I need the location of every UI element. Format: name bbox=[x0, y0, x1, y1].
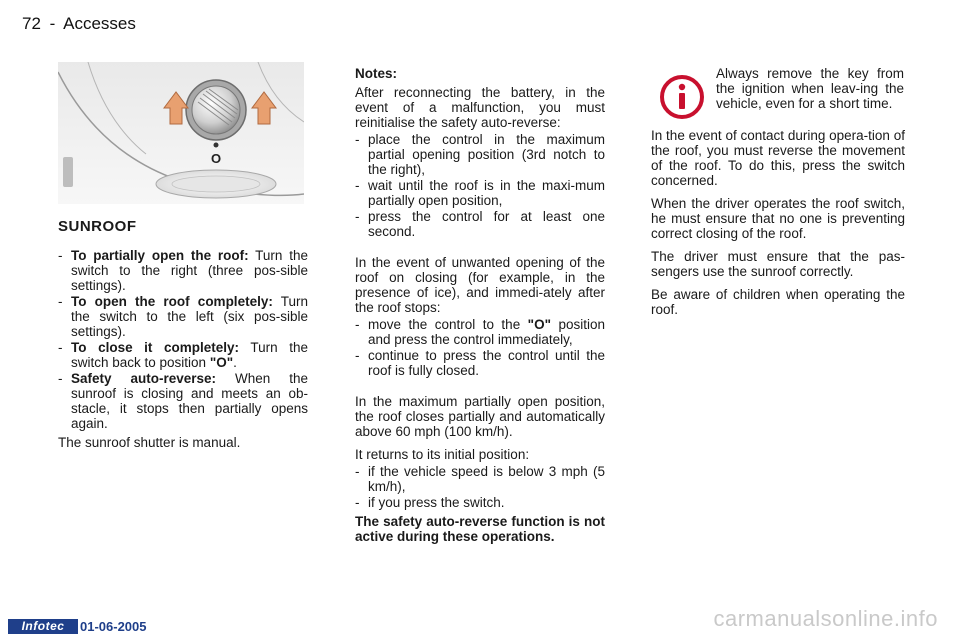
warning-box bbox=[653, 66, 905, 126]
section-title: SUNROOF bbox=[58, 218, 137, 235]
closing-text: The sunroof shutter is manual. bbox=[58, 435, 241, 450]
return-conditions bbox=[355, 464, 605, 510]
list-item: - To close it completely: Turn the switch back to position "O". bbox=[58, 340, 308, 370]
paragraph: After reconnecting the battery, in the event of a malfunction, you must reinitialise the safety auto-reverse: bbox=[355, 85, 605, 130]
paragraph: Be aware of children when operating the roof. bbox=[651, 287, 905, 317]
paragraph: The driver must ensure that the pas-sengers use the sunroof correctly. bbox=[651, 249, 905, 279]
infotec-logo: Infotec bbox=[8, 619, 78, 634]
footer-date: 01-06-2005 bbox=[80, 619, 147, 634]
list-item: - press the control for at least one second. bbox=[355, 209, 605, 239]
safety-section bbox=[651, 128, 905, 325]
position-o-label: O bbox=[210, 151, 222, 166]
paragraph: When the driver operates the roof switch, he must ensure that no one is preventing correct closing of the roof. bbox=[651, 196, 905, 241]
paragraph: In the event of unwanted opening of the roof on closing (for example, in the presence of ice), and immedi-ately after the roof stops: bbox=[355, 255, 605, 315]
page-number: 72 bbox=[22, 14, 41, 33]
list-item: - if you press the switch. bbox=[355, 495, 605, 510]
list-item: - To open the roof completely: Turn the switch to the left (six pos-sible settings). bbox=[58, 294, 308, 339]
sunroof-section bbox=[58, 219, 308, 458]
list-item: - Safety auto-reverse: When the sunroof is closing and meets an ob-stacle, it stops then partially opens again. bbox=[58, 371, 308, 431]
notes-title: Notes: bbox=[355, 66, 398, 81]
sunroof-switch-illustration bbox=[58, 62, 304, 204]
list-item: - place the control in the maximum partial opening position (3rd notch to the right), bbox=[355, 132, 605, 177]
page-title: Accesses bbox=[63, 14, 136, 33]
paragraph: In the maximum partially open position, the roof closes partially and automatically above 60 mph (100 km/h). bbox=[355, 394, 605, 439]
warning-text: Always remove the key from the ignition when leav-ing the vehicle, even for a short time. bbox=[716, 66, 904, 111]
unwanted-opening-steps bbox=[355, 317, 605, 378]
safety-note: The safety auto-reverse function is not active during these operations. bbox=[355, 514, 605, 544]
paragraph: It returns to its initial position: bbox=[355, 447, 530, 462]
list-item: - if the vehicle speed is below 3 mph (5 km/h), bbox=[355, 464, 605, 494]
list-item: - To partially open the roof: Turn the switch to the right (three pos-sible settings). bbox=[58, 248, 308, 293]
paragraph: In the event of contact during opera-tion of the roof, you must reverse the movement of the roof. To do this, press the switch concerned. bbox=[651, 128, 905, 188]
page-header bbox=[22, 14, 140, 34]
sunroof-switch-drawing bbox=[58, 62, 304, 204]
sunroof-instructions bbox=[58, 248, 308, 431]
reinitialise-steps bbox=[355, 132, 605, 239]
list-item: - move the control to the "O" position and press the control immediately, bbox=[355, 317, 605, 347]
notes-section bbox=[355, 66, 605, 552]
list-item: - continue to press the control until the roof is fully closed. bbox=[355, 348, 605, 378]
watermark: carmanualsonline.info bbox=[713, 606, 938, 631]
list-item: - wait until the roof is in the maxi-mum partially open position, bbox=[355, 178, 605, 208]
info-warning-icon bbox=[659, 74, 705, 120]
header-separator: - bbox=[49, 14, 56, 33]
